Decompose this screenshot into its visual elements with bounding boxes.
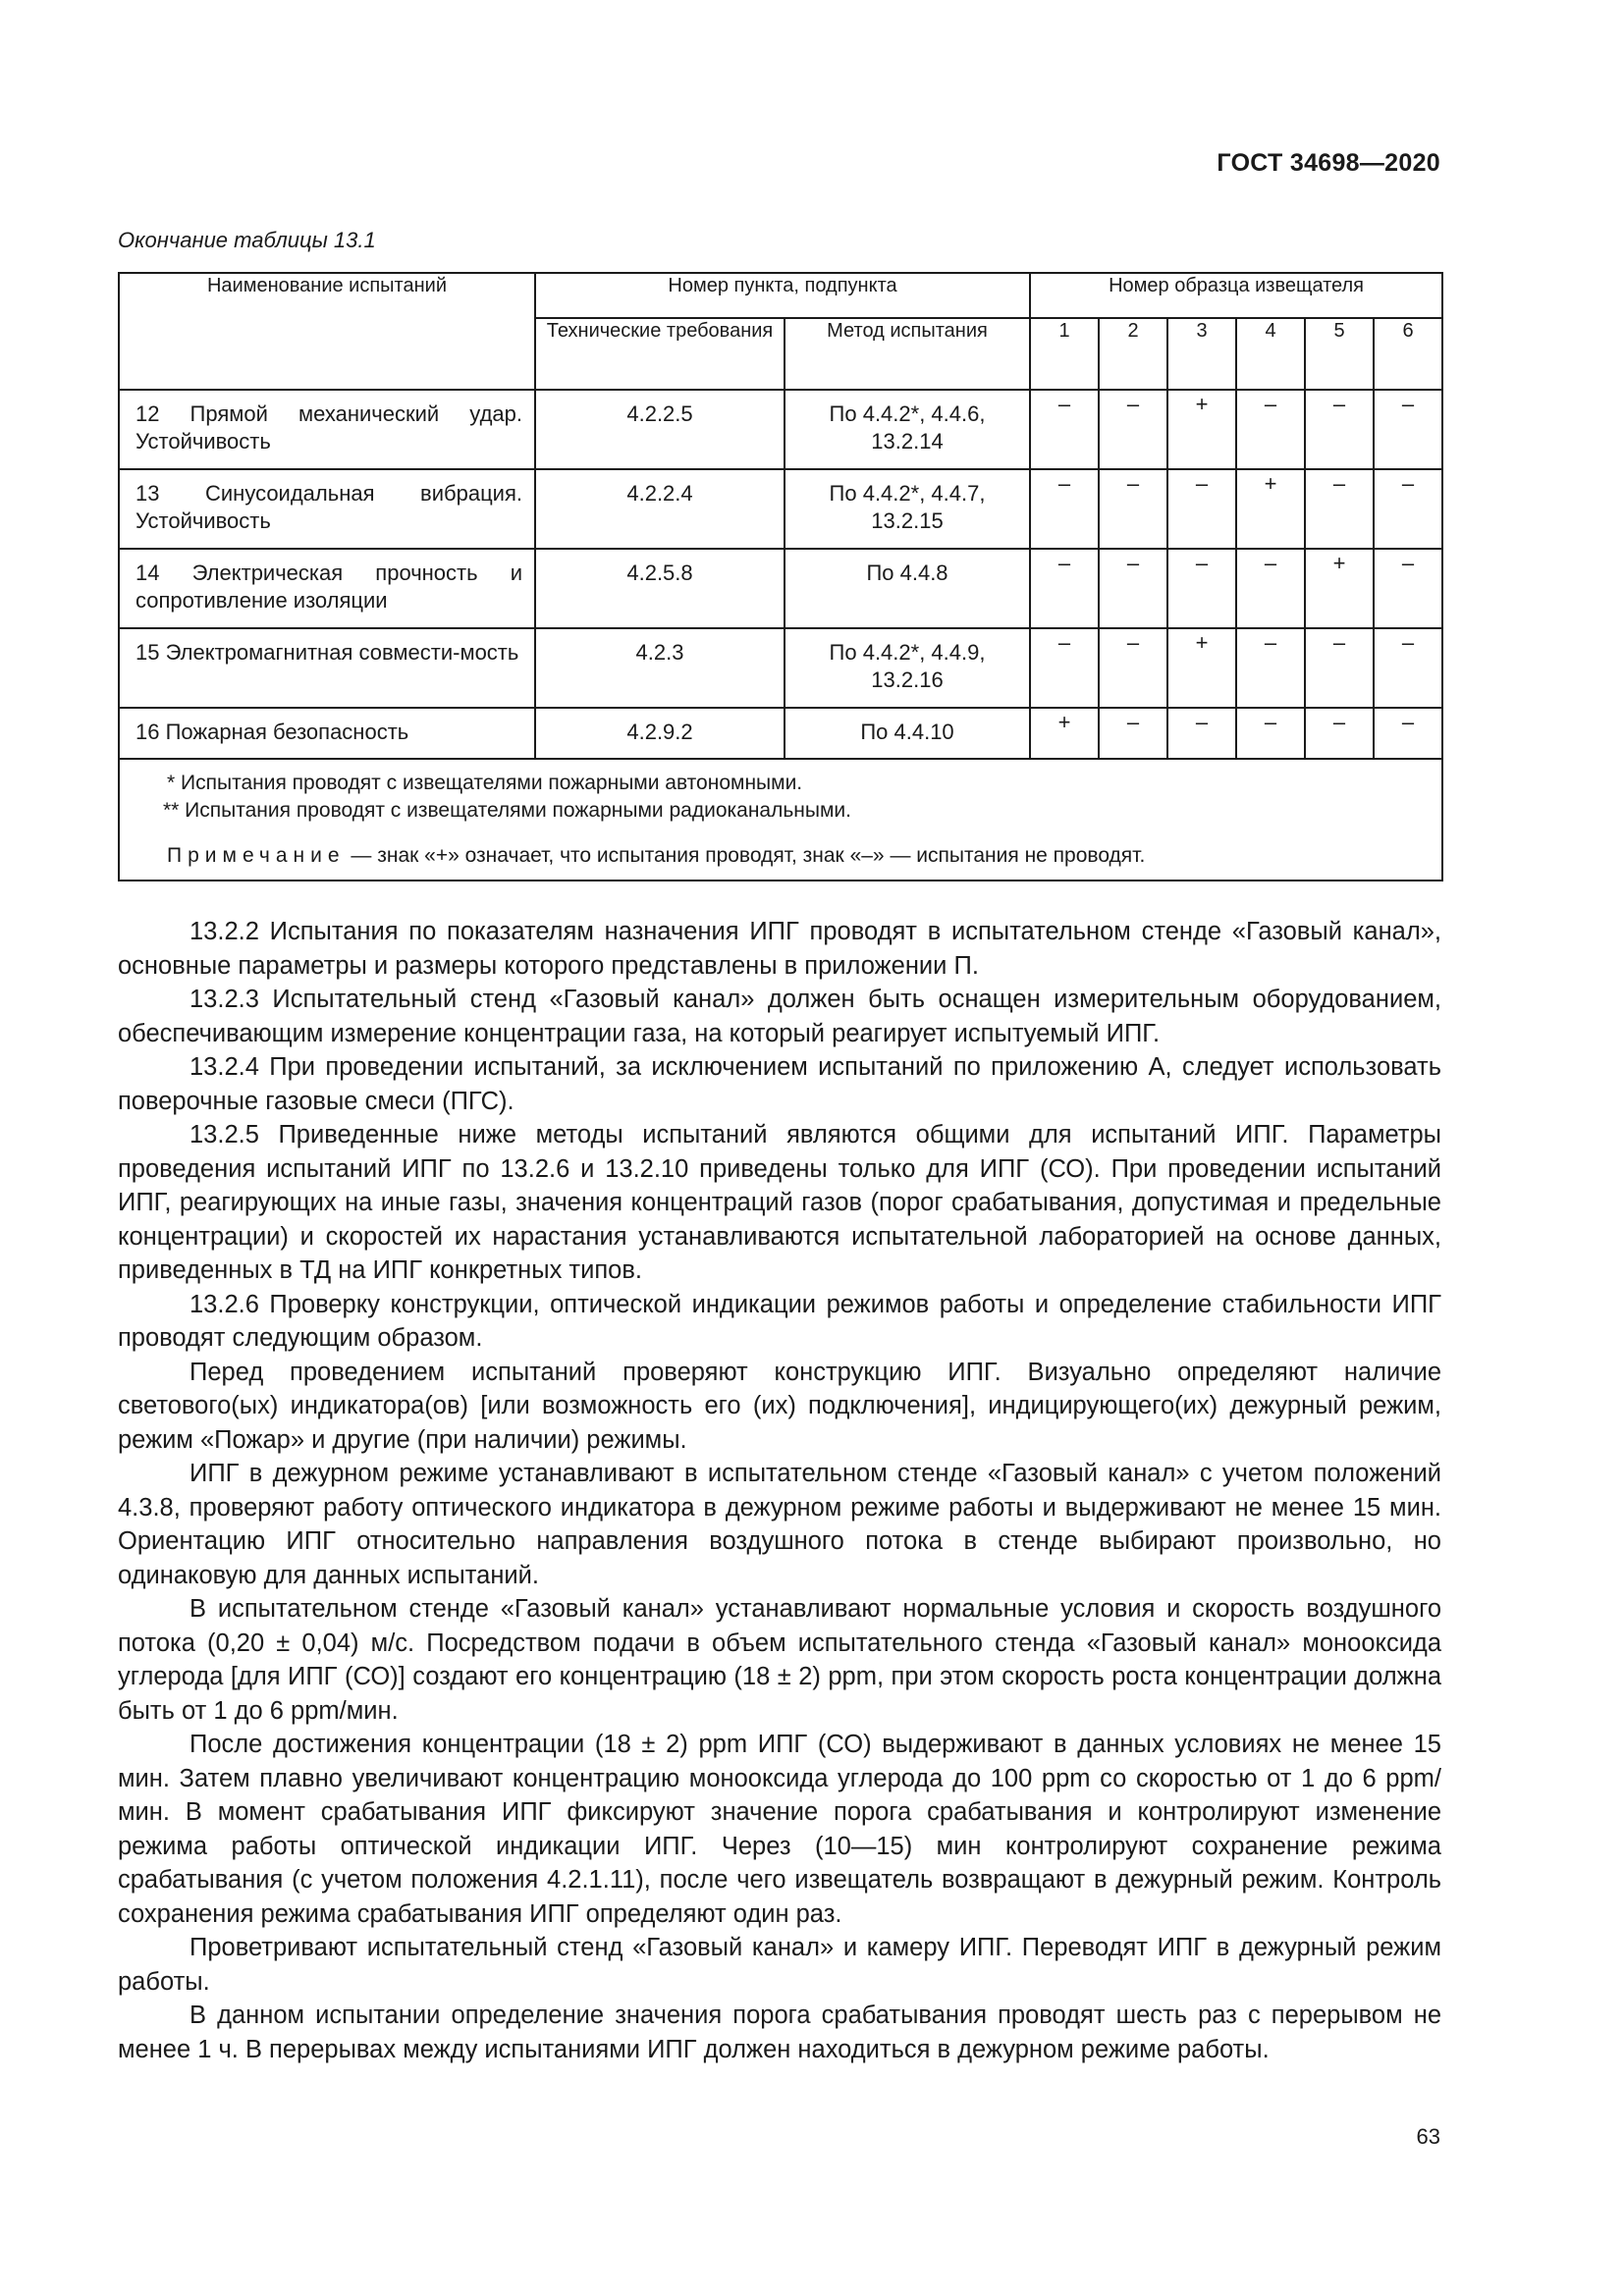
row-mark: +	[1030, 708, 1099, 759]
paragraph: Проветривают испытательный стенд «Газовый канал» и камеру ИПГ. Переводят ИПГ в дежурный режим работы.	[118, 1934, 1441, 1996]
footnote-radio: ** Испытания проводят с извещателями пожарными радиоканальными.	[163, 799, 851, 822]
row-mark: –	[1099, 708, 1167, 759]
table-row	[119, 549, 1442, 628]
row-mark: –	[1099, 628, 1167, 708]
row-mark: –	[1167, 469, 1236, 549]
paragraph-13-2-4: 13.2.4 При проведении испытаний, за исключением испытаний по приложению А, следует использовать поверочные газовые смеси (ПГС).	[118, 1053, 1441, 1115]
row-mark: –	[1167, 708, 1236, 759]
row-method: По 4.4.2*, 4.4.9, 13.2.16	[785, 628, 1030, 708]
row-mark: –	[1305, 390, 1374, 469]
paragraph: После достижения концентрации (18 ± 2) ppm ИПГ (СО) выдерживают в данных условиях не менее 15 мин. Затем плавно увеличивают концентрацию монооксида углерода до 100 ppm со скоростью от 1 до 6 ppm/мин. В момент срабатывания ИПГ фиксируют значение порога срабатывания и контролируют изменение режима работы оптической индикации ИПГ. Через (10—15) мин контролируют сохранение режима срабатывания (с учетом положения 4.2.1.11), после чего извещатель возвращают в дежурный режим. Контроль сохранения режима срабатывания ИПГ определяют один раз.	[118, 1731, 1441, 1928]
row-requirement: 4.2.3	[535, 628, 785, 708]
row-mark: –	[1374, 628, 1442, 708]
row-mark: –	[1305, 708, 1374, 759]
note-label: Примечание	[167, 844, 346, 867]
table-row	[119, 628, 1442, 708]
row-method: По 4.4.8	[785, 549, 1030, 628]
paragraph-13-2-2: 13.2.2 Испытания по показателям назначения ИПГ проводят в испытательном стенде «Газовый канал», основные параметры и размеры которого представлены в приложении П.	[118, 918, 1441, 980]
row-mark: –	[1099, 469, 1167, 549]
paragraph: Перед проведением испытаний проверяют конструкцию ИПГ. Визуально определяют наличие светового(ых) индикатора(ов) [или возможность его (их) подключения], индицирующего(их) дежурный режим, режим «Пожар» и другие (при наличии) режимы.	[118, 1358, 1441, 1454]
row-mark: +	[1167, 390, 1236, 469]
row-mark: –	[1030, 549, 1099, 628]
header-sample-3: 3	[1167, 318, 1236, 390]
table-row	[119, 708, 1442, 759]
row-test-name: 16 Пожарная безопасность	[119, 708, 535, 759]
paragraph: В данном испытании определение значения порога срабатывания проводят шесть раз с перерывом не менее 1 ч. В перерывах между испытаниями ИПГ должен находиться в дежурном режиме работы.	[118, 2002, 1441, 2063]
row-mark: –	[1236, 390, 1305, 469]
row-method: По 4.4.10	[785, 708, 1030, 759]
standard-code: ГОСТ 34698—2020	[1217, 149, 1440, 177]
page-number: 63	[1416, 2124, 1440, 2149]
header-sample-2: 2	[1099, 318, 1167, 390]
row-mark: –	[1374, 708, 1442, 759]
row-mark: –	[1374, 390, 1442, 469]
row-mark: –	[1374, 549, 1442, 628]
row-requirement: 4.2.5.8	[535, 549, 785, 628]
row-mark: +	[1305, 549, 1374, 628]
row-mark: –	[1236, 549, 1305, 628]
row-mark: –	[1030, 469, 1099, 549]
row-test-name: 12 Прямой механический удар. Устойчивость	[119, 390, 535, 469]
header-sample-5: 5	[1305, 318, 1374, 390]
paragraph: ИПГ в дежурном режиме устанавливают в испытательном стенде «Газовый канал» с учетом положений 4.3.8, проверяют работу оптического индикатора в дежурном режиме работы и выдерживают не менее 15 мин. Ориентацию ИПГ относительно направления воздушного потока в стенде выбирают произвольно, но одинаковую для данных испытаний.	[118, 1460, 1441, 1589]
header-technical-requirements: Технические требования	[535, 318, 785, 390]
row-mark: –	[1030, 628, 1099, 708]
header-clause-group: Номер пункта, подпункта	[535, 273, 1030, 318]
footnote-autonomous: * Испытания проводят с извещателями пожарными автономными.	[167, 772, 803, 794]
table-row	[119, 390, 1442, 469]
test-table	[118, 272, 1443, 881]
row-mark: –	[1305, 469, 1374, 549]
note-text: — знак «+» означает, что испытания проводят, знак «–» — испытания не проводят.	[345, 844, 1146, 867]
table-note	[167, 842, 1426, 870]
table-row	[119, 469, 1442, 549]
table-caption: Окончание таблицы 13.1	[118, 228, 376, 252]
body-text	[118, 915, 1441, 2066]
row-requirement: 4.2.2.4	[535, 469, 785, 549]
row-mark: –	[1099, 549, 1167, 628]
row-method: По 4.4.2*, 4.4.6, 13.2.14	[785, 390, 1030, 469]
row-mark: –	[1099, 390, 1167, 469]
row-test-name: 14 Электрическая прочность и сопротивление изоляции	[119, 549, 535, 628]
paragraph-13-2-5: 13.2.5 Приведенные ниже методы испытаний являются общими для испытаний ИПГ. Параметры проведения испытаний ИПГ по 13.2.6 и 13.2.10 приведены только для ИПГ (СО). При проведении испытаний ИПГ, реагирующих на иные газы, значения концентраций газов (порог срабатывания, допустимая и предельные концентрации) и скоростей их нарастания устанавливаются испытательной лабораторией на основе данных, приведенных в ТД на ИПГ конкретных типов.	[118, 1121, 1441, 1284]
row-requirement: 4.2.9.2	[535, 708, 785, 759]
header-test-method: Метод испытания	[785, 318, 1030, 390]
row-method: По 4.4.2*, 4.4.7, 13.2.15	[785, 469, 1030, 549]
row-mark: –	[1374, 469, 1442, 549]
row-mark: –	[1236, 628, 1305, 708]
row-mark: +	[1236, 469, 1305, 549]
row-requirement: 4.2.2.5	[535, 390, 785, 469]
header-sample-group: Номер образца извещателя	[1030, 273, 1442, 318]
row-mark: –	[1305, 628, 1374, 708]
header-test-name: Наименование испытаний	[119, 273, 535, 390]
header-sample-4: 4	[1236, 318, 1305, 390]
row-test-name: 13 Синусоидальная вибрация. Устойчивость	[119, 469, 535, 549]
row-mark: –	[1167, 549, 1236, 628]
header-sample-1: 1	[1030, 318, 1099, 390]
paragraph-13-2-3: 13.2.3 Испытательный стенд «Газовый канал» должен быть оснащен измерительным оборудованием, обеспечивающим измерение концентрации газа, на который реагирует испытуемый ИПГ.	[118, 986, 1441, 1047]
header-sample-6: 6	[1374, 318, 1442, 390]
row-test-name: 15 Электромагнитная совмести-мость	[119, 628, 535, 708]
table-footer	[119, 759, 1442, 881]
row-mark: +	[1167, 628, 1236, 708]
row-mark: –	[1236, 708, 1305, 759]
row-mark: –	[1030, 390, 1099, 469]
paragraph-13-2-6: 13.2.6 Проверку конструкции, оптической индикации режимов работы и определение стабильности ИПГ проводят следующим образом.	[118, 1290, 1441, 1352]
paragraph: В испытательном стенде «Газовый канал» устанавливают нормальные условия и скорость воздушного потока (0,20 ± 0,04) м/с. Посредством подачи в объем испытательного стенда «Газовый канал» монооксида углерода [для ИПГ (СО)] создают его концентрацию (18 ± 2) ppm, при этом скорость роста концентрации должна быть от 1 до 6 ppm/мин.	[118, 1595, 1441, 1725]
